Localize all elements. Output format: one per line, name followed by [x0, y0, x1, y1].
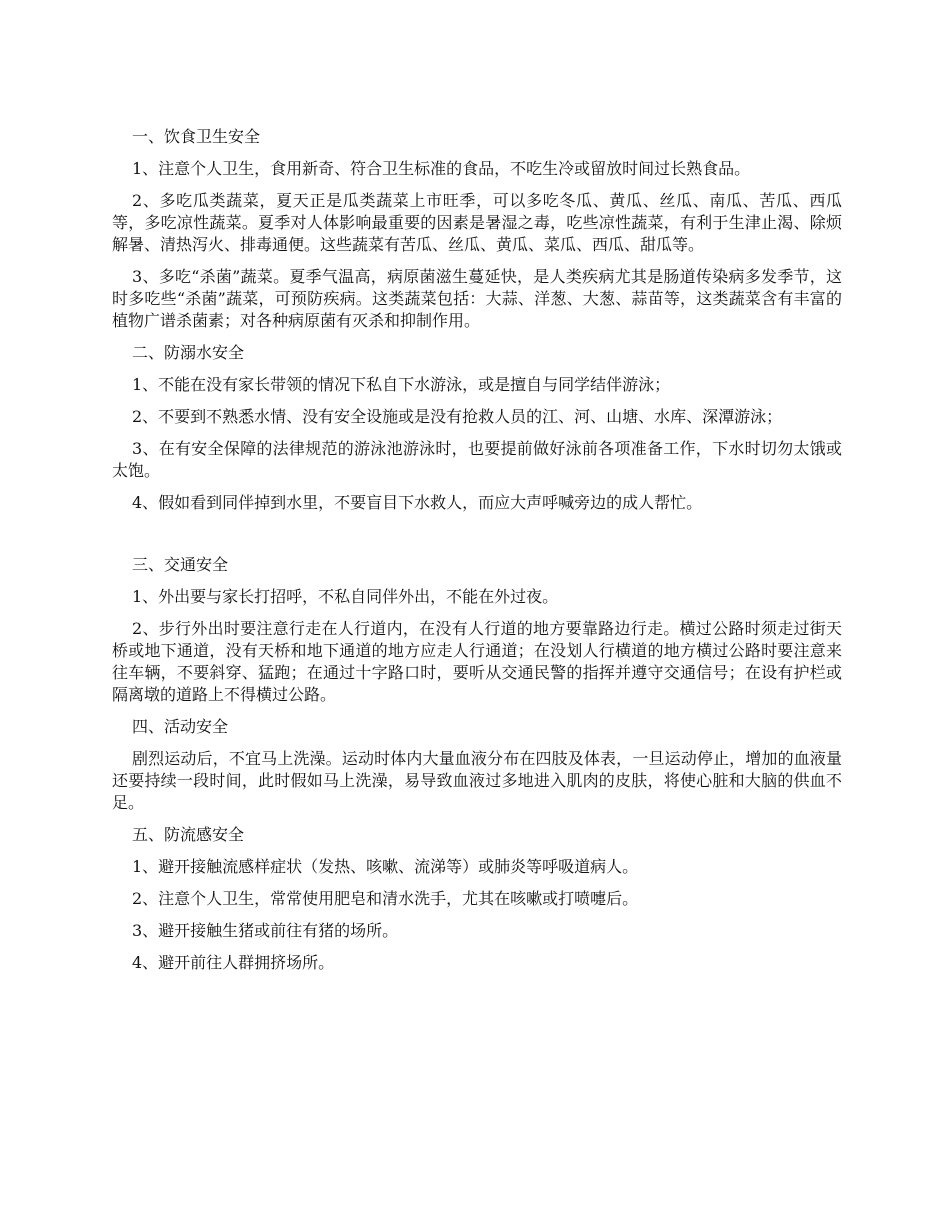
document-page	[112, 126, 842, 984]
paragraph: 1、注意个人卫生，食用新奇、符合卫生标准的食品，不吃生冷或留放时间过长熟食品。	[132, 159, 751, 178]
paragraph: 1、不能在没有家长带领的情况下私自下水游泳，或是擅自与同学结伴游泳；	[132, 375, 671, 394]
paragraph: 2、不要到不熟悉水情、没有安全设施或是没有抢救人员的江、河、山塘、水库、深潭游泳；	[132, 407, 783, 426]
section-heading-diet: 一、饮食卫生安全	[132, 127, 261, 146]
section-heading-activity: 四、活动安全	[132, 717, 229, 736]
paragraph: 1、外出要与家长打招呼，不私自同伴外出，不能在外过夜。	[132, 587, 559, 606]
paragraph: 3、在有安全保障的法律规范的游泳池游泳时，也要提前做好泳前各项准备工作，下水时切勿太饿或太饱。	[112, 439, 842, 480]
section-heading-drowning: 二、防溺水安全	[132, 343, 245, 362]
paragraph: 2、多吃瓜类蔬菜，夏天正是瓜类蔬菜上市旺季，可以多吃冬瓜、黄瓜、丝瓜、南瓜、苦瓜、西瓜等，多吃凉性蔬菜。夏季对人体影响最重要的因素是暑湿之毒，吃些凉性蔬菜，有利于生津止渴、除烦解暑、清热泻火、排毒通便。这些蔬菜有苦瓜、丝瓜、黄瓜、菜瓜、西瓜、甜瓜等。	[112, 191, 842, 254]
paragraph: 2、步行外出时要注意行走在人行道内，在没有人行道的地方要靠路边行走。横过公路时须走过街天桥或地下通道，没有天桥和地下通道的地方应走人行通道；在没划人行横道的地方横过公路时要注意来往车辆，不要斜穿、猛跑；在通过十字路口时，要听从交通民警的指挥并遵守交通信号；在设有护栏或隔离墩的道路上不得横过公路。	[112, 619, 842, 704]
paragraph: 1、避开接触流感样症状（发热、咳嗽、流涕等）或肺炎等呼吸道病人。	[132, 857, 639, 876]
paragraph: 4、假如看到同伴掉到水里，不要盲目下水救人，而应大声呼喊旁边的成人帮忙。	[132, 493, 703, 512]
paragraph: 3、避开接触生猪或前往有猪的场所。	[132, 921, 399, 940]
paragraph: 剧烈运动后，不宜马上洗澡。运动时体内大量血液分布在四肢及体表，一旦运动停止，增加的血液量还要持续一段时间，此时假如马上洗澡，易导致血液过多地进入肌肉的皮肤，将使心脏和大脑的供血不足。	[112, 749, 842, 812]
section-heading-flu: 五、防流感安全	[132, 825, 245, 844]
section-heading-traffic: 三、交通安全	[132, 555, 229, 574]
paragraph: 2、注意个人卫生，常常使用肥皂和清水洗手，尤其在咳嗽或打喷嚏后。	[132, 889, 639, 908]
paragraph: 3、多吃“杀菌”蔬菜。夏季气温高，病原菌滋生蔓延快，是人类疾病尤其是肠道传染病多发季节，这时多吃些“杀菌”蔬菜，可预防疾病。这类蔬菜包括：大蒜、洋葱、大葱、蒜苗等，这类蔬菜含有丰富的植物广谱杀菌素；对各种病原菌有灭杀和抑制作用。	[112, 267, 842, 330]
paragraph: 4、避开前往人群拥挤场所。	[132, 953, 335, 972]
section-spacer	[112, 524, 842, 554]
